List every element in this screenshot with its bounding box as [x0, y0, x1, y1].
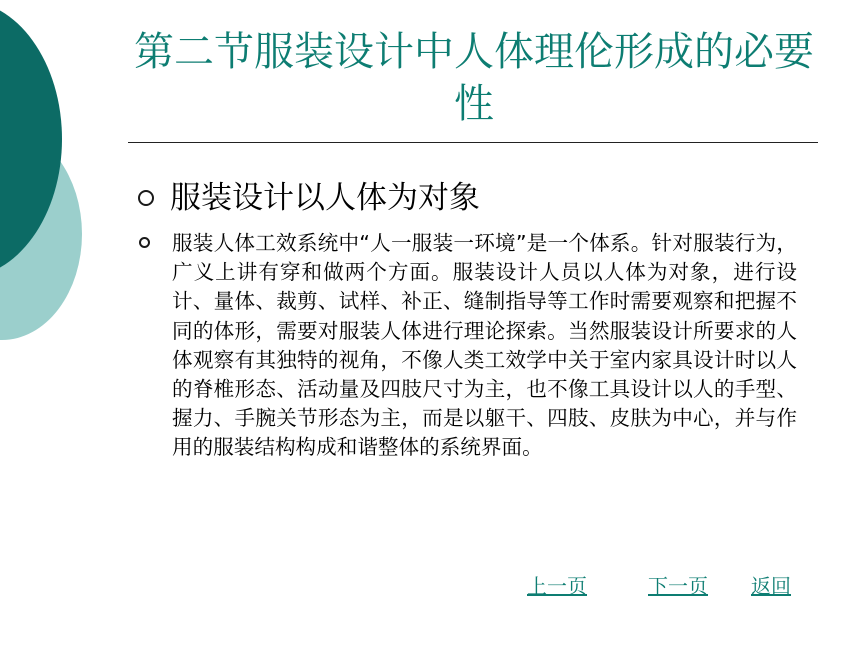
next-page-link[interactable]: 下一页 — [648, 574, 708, 598]
hollow-circle-bullet-icon — [138, 190, 154, 206]
hollow-circle-bullet-icon — [139, 237, 150, 248]
title-divider — [128, 142, 818, 143]
main-bullet — [138, 178, 480, 218]
sub-bullet-text: 服装人体工效系统中“人一服装一环境”是一个体系。针对服装行为，广义上讲有穿和做两个方面。服装设计人员以人体为对象，进行设计、量体、裁剪、试样、补正、缝制指导等工作时需要观察和把握不同的体形，需要对服装人体进行理论探索。当然服装设计所要求的人体观察有其独特的视角，不像人类工效学中关于室内家具设计时以人的脊椎形态、活动量及四肢尺寸为主，也不像工具设计以人的手型、握力、手腕关节形态为主，而是以躯干、四肢、皮肤为中心，并与作用的服装结构构成和谐整体的系统界面。 — [172, 231, 797, 460]
previous-page-link[interactable]: 上一页 — [527, 574, 587, 598]
slide-title: 第二节服装设计中人体理伦形成的必要性 — [134, 29, 814, 127]
main-bullet-text: 服装设计以人体为对象 — [170, 180, 480, 216]
return-link[interactable]: 返回 — [751, 574, 791, 598]
